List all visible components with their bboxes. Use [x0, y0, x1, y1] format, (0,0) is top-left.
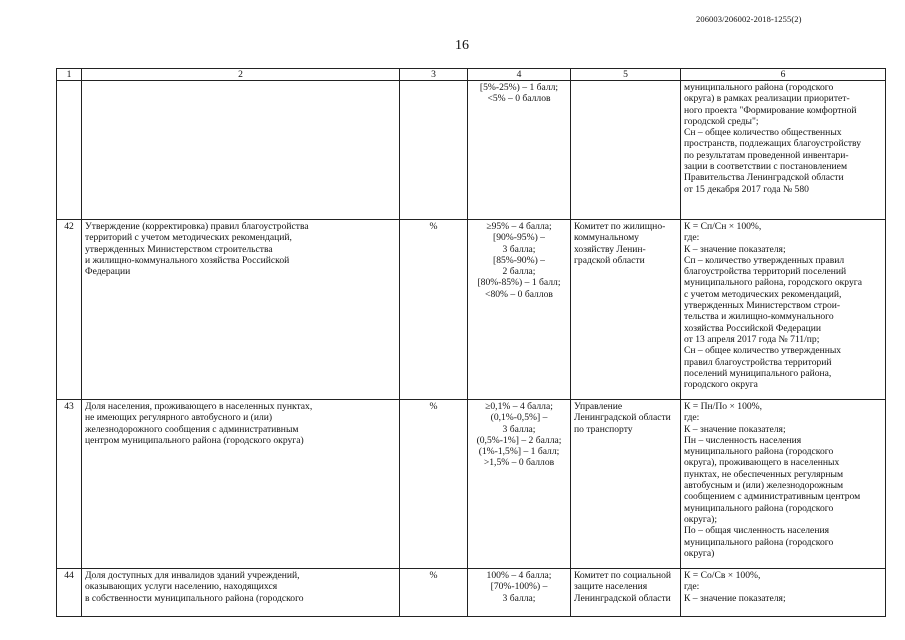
unit-cell: %: [400, 569, 468, 617]
header-cell-col6: 6: [681, 69, 886, 81]
row-number: 42: [57, 220, 82, 400]
calculation-formula: К = Сп/Сн × 100%, где: К – значение показателя; Сп – количество утвержденных правил благоустройства территорий поселений муниципального района, городского округа с учетом методических рекомендаций, утвержденных Министерством строи- тельства и жилищно-коммунального хозяйства Российской Федерации от 13 апреля 2017 года № 711/пр; Сн – общее количество утвержденных правил благоустройства территорий поселений муниципального района, городского округа: [681, 220, 886, 400]
table-row: [57, 81, 886, 220]
table-row: [57, 400, 886, 569]
calculation-formula: К = Со/Св × 100%, где: К – значение показателя;: [681, 569, 886, 617]
responsible-body: Комитет по жилищно- коммунальному хозяйству Ленин- градской области: [571, 220, 681, 400]
table-row: [57, 569, 886, 617]
header-cell-col4: 4: [468, 69, 571, 81]
page-number: 16: [455, 38, 469, 53]
score-scale: [5%-25%) – 1 балл; <5% – 0 баллов: [468, 81, 571, 220]
row-number: 43: [57, 400, 82, 569]
header-cell-col1: 1: [57, 69, 82, 81]
header-cell-col2: 2: [82, 69, 400, 81]
unit-cell: %: [400, 400, 468, 569]
header-cell-col3: 3: [400, 69, 468, 81]
row-number: [57, 81, 82, 220]
calculation-formula: муниципального района (городского округа) в рамках реализации приоритет- ного проекта "Формирование комфортной городской среды"; Сн – общее количество общественных пространств, подлежащих благоустройству по результатам проведенной инвентари- зации в соответствии с постановлением Правительства Ленинградской области от 15 декабря 2017 года № 580: [681, 81, 886, 220]
indicators-table: [56, 68, 886, 617]
unit-cell: %: [400, 220, 468, 400]
indicator-name: Доля населения, проживающего в населенных пунктах, не имеющих регулярного автобусного и (или) железнодорожного сообщения с административным центром муниципального района (городского округа): [82, 400, 400, 569]
score-scale: 100% – 4 балла; [70%-100%) – 3 балла;: [468, 569, 571, 617]
unit-cell: [400, 81, 468, 220]
score-scale: ≥95% – 4 балла; [90%-95%) – 3 балла; [85%-90%) – 2 балла; [80%-85%) – 1 балл; <80% – 0 баллов: [468, 220, 571, 400]
calculation-formula: К = Пн/По × 100%, где: К – значение показателя; Пн – численность населения муниципального района (городского округа), проживающего в населенных пунктах, не обеспеченных регулярным автобусным и (или) железнодорожным сообщением с административным центром муниципального района (городского округа); По – общая численность населения муниципального района (городского округа): [681, 400, 886, 569]
score-scale: ≥0,1% – 4 балла; (0,1%-0,5%] – 3 балла; (0,5%-1%] – 2 балла; (1%-1,5%] – 1 балл; >1,5% – 0 баллов: [468, 400, 571, 569]
indicator-name: [82, 81, 400, 220]
row-number: 44: [57, 569, 82, 617]
header-cell-col5: 5: [571, 69, 681, 81]
responsible-body: Комитет по социальной защите населения Ленинградской области: [571, 569, 681, 617]
table-row: [57, 220, 886, 400]
responsible-body: Управление Ленинградской области по транспорту: [571, 400, 681, 569]
responsible-body: [571, 81, 681, 220]
indicator-name: Утверждение (корректировка) правил благоустройства территорий с учетом методических рекомендаций, утвержденных Министерством строительства и жилищно-коммунального хозяйства Российской Федерации: [82, 220, 400, 400]
document-id: 206003/206002-2018-1255(2): [696, 14, 802, 24]
column-number-header: [57, 69, 886, 81]
indicator-name: Доля доступных для инвалидов зданий учреждений, оказывающих услуги населению, находящихся в собственности муниципального района (городского: [82, 569, 400, 617]
